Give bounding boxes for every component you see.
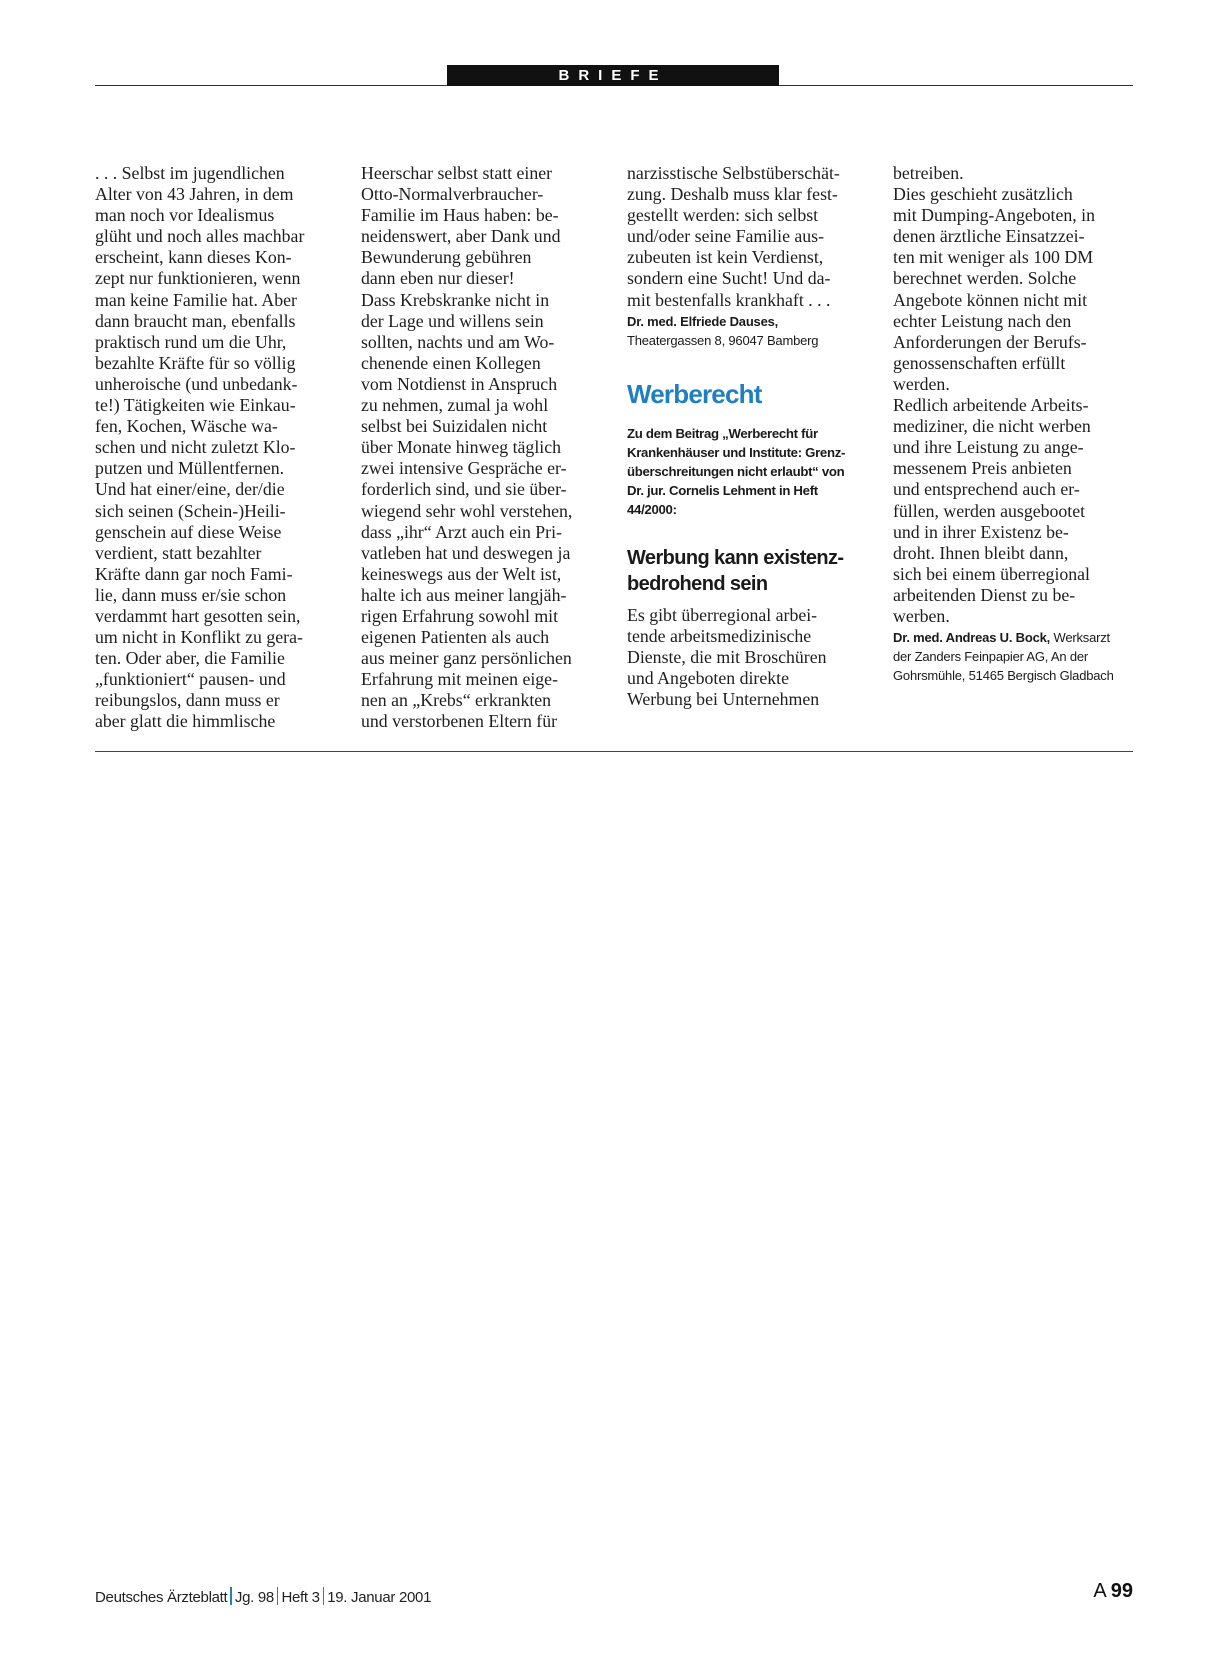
column-4	[893, 163, 1131, 685]
text-line: genossenschaften erfüllt	[893, 352, 1066, 373]
text-line: denen ärztliche Einsatzzei-	[893, 226, 1085, 247]
text-line: Redlich arbeitende Arbeits-	[893, 395, 1089, 416]
signature-name-2: Dr. med. Andreas U. Bock,	[893, 630, 1051, 646]
section-label: BRIEFE	[447, 65, 779, 86]
text-line: sich bei einem überregional	[893, 563, 1091, 584]
text-line: aus meiner ganz persönlichen	[361, 648, 572, 669]
signature-name: Dr. med. Elfriede Dauses,	[627, 313, 779, 329]
issue-date: 19. Januar 2001	[327, 1589, 432, 1606]
text-line: dass „ihr“ Arzt auch ein Pri-	[361, 521, 562, 542]
text-line: zung. Deshalb muss klar fest-	[627, 184, 838, 205]
text-line: Angebote können nicht mit	[893, 289, 1088, 310]
text-line: und verstorbenen Eltern für	[361, 711, 558, 732]
column-1	[95, 163, 333, 733]
text-line: mit Dumping-Angeboten, in	[893, 205, 1095, 226]
text-line: und Angeboten direkte	[627, 667, 789, 688]
text-line: werben.	[893, 605, 950, 626]
page-prefix: A	[1093, 1580, 1107, 1602]
text-line: der Lage und willens sein	[361, 310, 544, 331]
text-line: berechnet werden. Solche	[893, 268, 1077, 289]
text-line: reibungslos, dann muss er	[95, 690, 280, 711]
text-line: droht. Ihnen bleibt dann,	[893, 542, 1069, 563]
content-bottom-rule	[95, 751, 1133, 752]
letter-body-text	[627, 605, 865, 710]
signature-title-2: Werksarzt	[1053, 630, 1110, 646]
text-line: Krankenhäuser und Institute: Grenz-	[627, 444, 846, 460]
text-line: ten mit weniger als 100 DM	[893, 247, 1094, 268]
text-line: genschein auf diese Weise	[95, 521, 282, 542]
journal-name: Deutsches Ärzteblatt	[95, 1589, 228, 1606]
text-line: unheroische (und unbedank-	[95, 373, 298, 394]
text-line: putzen und Müllentfernen.	[95, 458, 285, 479]
text-line: eigenen Patienten als auch	[361, 627, 550, 648]
text-line: fen, Kochen, Wäsche wa-	[95, 416, 278, 437]
text-line: und entsprechend auch er-	[893, 479, 1080, 500]
text-line: überschreitungen nicht erlaubt“ von	[627, 463, 845, 479]
letter-headline	[627, 545, 865, 597]
text-line: mediziner, die nicht werben	[893, 416, 1091, 437]
text-line: dann braucht man, ebenfalls	[95, 310, 296, 331]
text-line: te!) Tätigkeiten wie Einkau-	[95, 395, 296, 416]
text-line: Zu dem Beitrag „Werberecht für	[627, 425, 818, 441]
letter-body-continued	[893, 163, 1131, 627]
text-line: verdammt hart gesotten sein,	[95, 605, 301, 626]
text-line: betreiben.	[893, 163, 964, 183]
text-line: man keine Familie hat. Aber	[95, 289, 297, 310]
text-line: Kräfte dann gar noch Fami-	[95, 563, 293, 584]
text-line: um nicht in Konflikt zu gera-	[95, 627, 303, 648]
text-line: „funktioniert“ pausen- und	[95, 669, 286, 690]
text-line: Otto-Normalverbraucher-	[361, 184, 544, 205]
text-line: Werbung kann existenz-	[627, 546, 844, 569]
text-line: vom Notdienst in Anspruch	[361, 373, 558, 394]
text-line: tende arbeitsmedizinische	[627, 625, 812, 646]
signature-address-2: Gohrsmühle, 51465 Bergisch Gladbach	[893, 668, 1114, 684]
reference-note	[627, 424, 865, 519]
text-line: forderlich sind, und sie über-	[361, 479, 567, 500]
text-line: narzisstische Selbstüberschät-	[627, 163, 840, 183]
text-line: und/oder seine Familie aus-	[627, 226, 825, 247]
text-line: messenem Preis anbieten	[893, 458, 1072, 479]
text-line: zubeuten ist kein Verdienst,	[627, 247, 824, 268]
text-line: dann eben nur dieser!	[361, 268, 515, 289]
text-line: Dienste, die mit Broschüren	[627, 646, 827, 667]
text-line: keineswegs aus der Welt ist,	[361, 563, 562, 584]
text-line: sondern eine Sucht! Und da-	[627, 268, 831, 289]
signature-address: Theatergassen 8, 96047 Bamberg	[627, 332, 819, 348]
text-line: über Monate hinweg täglich	[361, 437, 561, 458]
text-line: gestellt werden: sich selbst	[627, 205, 819, 226]
text-line: und ihre Leistung zu ange-	[893, 437, 1084, 458]
text-line: wiegend sehr wohl verstehen,	[361, 500, 573, 521]
text-line: zu nehmen, zumal ja wohl	[361, 395, 549, 416]
page-footer	[95, 1587, 431, 1606]
text-line: mit bestenfalls krankhaft . . .	[627, 289, 831, 310]
column-3	[627, 163, 865, 710]
text-line: sich seinen (Schein-)Heili-	[95, 500, 286, 521]
text-line: Heerschar selbst statt einer	[361, 163, 553, 183]
footer-separator	[277, 1587, 279, 1605]
text-line: ten. Oder aber, die Familie	[95, 648, 285, 669]
text-line: zept nur funktionieren, wenn	[95, 268, 301, 289]
text-line: glüht und noch alles machbar	[95, 226, 305, 247]
text-line: Dr. jur. Cornelis Lehment in Heft	[627, 482, 818, 498]
text-line: vatleben hat und deswegen ja	[361, 542, 571, 563]
text-line: Es gibt überregional arbei-	[627, 604, 818, 625]
text-line: Dass Krebskranke nicht in	[361, 289, 550, 310]
text-line: Alter von 43 Jahren, in dem	[95, 184, 294, 205]
text-line: nen an „Krebs“ erkrankten	[361, 690, 552, 711]
text-line: arbeitenden Dienst zu be-	[893, 584, 1076, 605]
text-line: aber glatt die himmlische	[95, 711, 276, 732]
text-line: Dies geschieht zusätzlich	[893, 184, 1073, 205]
text-line: . . . Selbst im jugendlichen	[95, 163, 285, 183]
footer-separator	[323, 1587, 325, 1605]
page-number	[1093, 1580, 1133, 1603]
text-line: bedrohend sein	[627, 572, 768, 595]
letter-signature	[627, 312, 865, 350]
text-line: schen und nicht zuletzt Klo-	[95, 437, 296, 458]
text-line: sollten, nachts und am Wo-	[361, 331, 555, 352]
text-line: Erfahrung mit meinen eige-	[361, 669, 559, 690]
text-line: verdient, statt bezahlter	[95, 542, 262, 563]
text-line: rigen Erfahrung sowohl mit	[361, 605, 559, 626]
text-line: und in ihrer Existenz be-	[893, 521, 1069, 542]
text-line: Und hat einer/eine, der/die	[95, 479, 285, 500]
signature-employer: der Zanders Feinpapier AG, An der	[893, 649, 1089, 665]
journal-volume: Jg. 98	[234, 1589, 274, 1606]
text-line: Familie im Haus haben: be-	[361, 205, 559, 226]
text-line: halte ich aus meiner langjäh-	[361, 584, 567, 605]
journal-issue: Heft 3	[281, 1589, 320, 1606]
text-line: lie, dann muss er/sie schon	[95, 584, 287, 605]
text-line: Bewunderung gebühren	[361, 247, 532, 268]
letter-ending-text	[627, 163, 865, 311]
letter-signature-2	[893, 628, 1131, 685]
text-line: bezahlte Kräfte für so völlig	[95, 352, 296, 373]
text-line: zwei intensive Gespräche er-	[361, 458, 567, 479]
text-line: man noch vor Idealismus	[95, 205, 275, 226]
text-line: selbst bei Suizidalen nicht	[361, 416, 548, 437]
text-line: praktisch rund um die Uhr,	[95, 331, 287, 352]
text-line: echter Leistung nach den	[893, 310, 1072, 331]
text-line: erscheint, kann dieses Kon-	[95, 247, 292, 268]
text-line: werden.	[893, 373, 950, 394]
text-line: neidenswert, aber Dank und	[361, 226, 561, 247]
text-line: Werbung bei Unternehmen	[627, 689, 820, 710]
text-line: chenende einen Kollegen	[361, 352, 541, 373]
column-2	[361, 163, 599, 733]
text-line: füllen, werden ausgebootet	[893, 500, 1086, 521]
footer-separator	[230, 1587, 232, 1605]
text-line: 44/2000:	[627, 501, 677, 517]
text-line: Anforderungen der Berufs-	[893, 331, 1087, 352]
page-number-value: 99	[1110, 1580, 1133, 1602]
topic-title: Werberecht	[627, 378, 762, 409]
